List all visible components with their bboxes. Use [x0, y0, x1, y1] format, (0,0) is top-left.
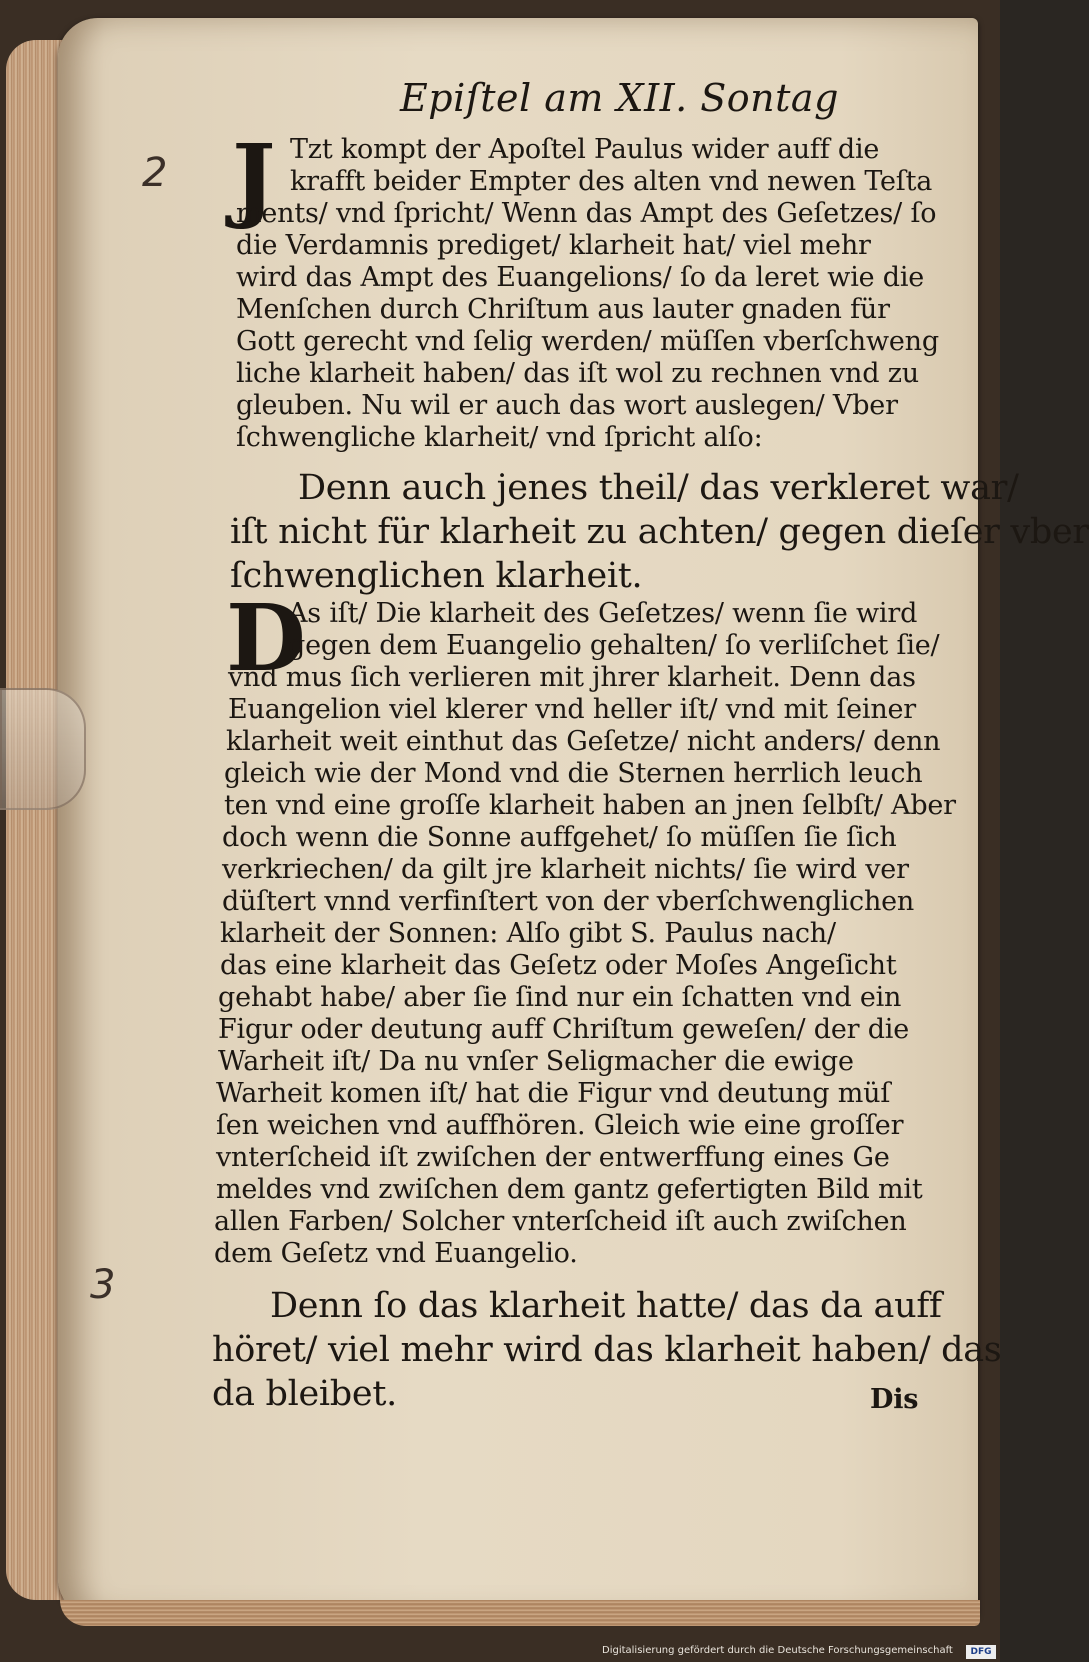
initial-letter: J — [232, 124, 276, 232]
text-line: gleich wie der Mond vnd die Sternen herrlich leuch — [224, 758, 923, 789]
text-line: vnd mus ſich verlieren mit jhrer klarheit. Denn das — [228, 662, 916, 693]
text-line: ten vnd eine groſſe klarheit haben an jnen ſelbſt/ Aber — [224, 790, 956, 821]
text-line: die Verdamnis prediget/ klarheit hat/ viel mehr — [236, 230, 871, 261]
scripture-line: da bleibet. — [212, 1374, 397, 1414]
text-line: wird das Ampt des Euangelions/ ſo da leret wie die — [236, 262, 925, 293]
text-line: As iſt/ Die klarheit des Geſetzes/ wenn ſie wird — [288, 598, 918, 629]
scripture-line: ſchwenglichen klarheit. — [230, 556, 643, 596]
text-line: Tzt kompt der Apoſtel Paulus wider auff die — [290, 134, 880, 165]
text-line: Figur oder deutung auff Chriſtum geweſen/ der die — [218, 1014, 909, 1045]
margin-note: 2 — [142, 150, 168, 196]
text-line: Warheit iſt/ Da nu vnſer Seligmacher die ewige — [218, 1046, 854, 1077]
margin-note: 3 — [90, 1262, 116, 1308]
text-line: ments/ vnd ſpricht/ Wenn das Ampt des Geſetzes/ ſo — [236, 198, 937, 229]
text-line: Menſchen durch Chriſtum aus lauter gnaden für — [236, 294, 890, 325]
text-line: vnterſcheid iſt zwiſchen der entwerffung eines Ge — [216, 1142, 890, 1173]
text-line: meldes vnd zwiſchen dem gantz gefertigten Bild mit — [216, 1174, 923, 1205]
text-line: allen Farben/ Solcher vnterſcheid iſt auch zwiſchen — [214, 1206, 907, 1237]
text-line: ſchwengliche klarheit/ vnd ſpricht alſo: — [236, 422, 763, 453]
text-line: dem Geſetz vnd Euangelio. — [214, 1238, 578, 1269]
text-line: doch wenn die Sonne auffgehet/ ſo müſſen ſie ſich — [222, 822, 897, 853]
text-line: gleuben. Nu wil er auch das wort auslegen/ Vber — [236, 390, 898, 421]
catchword: Dis — [870, 1384, 919, 1415]
text-line: klarheit der Sonnen: Alſo gibt S. Paulus nach/ — [220, 918, 836, 949]
text-line: ſen weichen vnd auffhören. Gleich wie eine groſſer — [216, 1110, 904, 1141]
digitization-credit: Digitalisierung gefördert durch die Deutsche Forschungsgemeinschaft — [602, 1645, 953, 1656]
text-line: das eine klarheit das Geſetz oder Moſes Angeſicht — [220, 950, 897, 981]
scripture-line: höret/ viel mehr wird das klarheit haben/ das — [212, 1330, 1002, 1370]
text-line: Gott gerecht vnd ſelig werden/ müſſen vberſchweng — [236, 326, 939, 357]
text-line: klarheit weit einthut das Geſetze/ nicht anders/ denn — [226, 726, 941, 757]
text-line: verkriechen/ da gilt jre klarheit nichts/ ſie wird ver — [222, 854, 909, 885]
text-line: gehabt habe/ aber ſie ſind nur ein ſchatten vnd ein — [218, 982, 902, 1013]
text-line: Euangelion viel klerer vnd heller iſt/ vnd mit ſeiner — [228, 694, 917, 725]
running-header: Epiſtel am XII. Sontag — [400, 76, 839, 120]
text-line: liche klarheit haben/ das iſt wol zu rechnen vnd zu — [236, 358, 919, 389]
text-line: Warheit komen iſt/ hat die Figur vnd deutung müſ — [216, 1078, 891, 1109]
initial-letter: D — [226, 584, 306, 692]
scripture-line: iſt nicht für klarheit zu achten/ gegen dieſer vber — [230, 512, 1089, 552]
scripture-line: Denn ſo das klarheit hatte/ das da auff — [270, 1286, 942, 1326]
scripture-line: Denn auch jenes theil/ das verkleret war/ — [298, 468, 1019, 508]
dfg-logo: DFG — [966, 1645, 996, 1659]
text-line: krafft beider Empter des alten vnd newen Teſta — [290, 166, 933, 197]
text-line: düſtert vnnd verfinſtert von der vberſchwenglichen — [222, 886, 915, 917]
text-line: gegen dem Euangelio gehalten/ ſo verliſchet ſie/ — [288, 630, 940, 661]
